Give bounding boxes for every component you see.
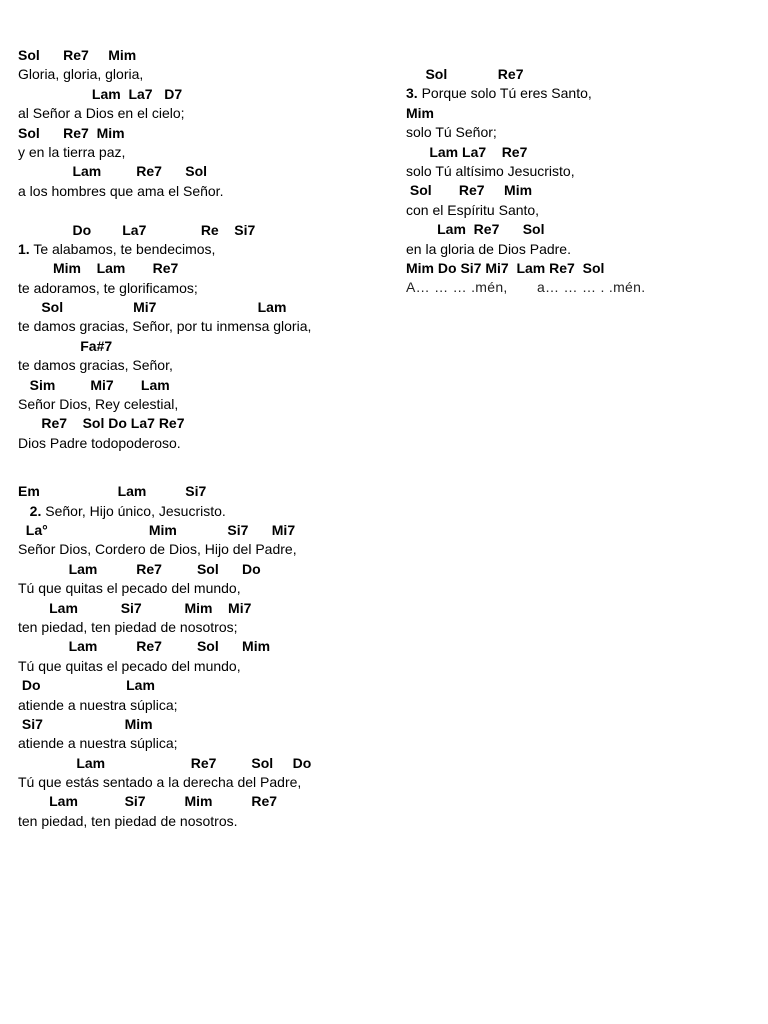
lyric-line (18, 502, 388, 521)
lyric-line: Tú que quitas el pecado del mundo, (18, 580, 241, 597)
verse-number: 1. (18, 240, 30, 257)
chord-line: Lam Si7 Mim Mi7 (18, 599, 252, 616)
chord-line: Lam Re7 Sol (406, 221, 545, 238)
lyric-line: y en la tierra paz, (18, 143, 126, 160)
chord-line: Sim Mi7 Lam (18, 376, 170, 393)
chord-line: Lam Re7 Sol Do (18, 754, 312, 771)
chord-line: Em Lam Si7 (18, 483, 207, 500)
lyric-line: te damos gracias, Señor, (18, 357, 173, 374)
chord-line: Mim Do Si7 Mi7 Lam Re7 Sol (406, 259, 605, 276)
lyric-line: Tú que quitas el pecado del mundo, (18, 657, 241, 674)
chord-line: Si7 Mim (18, 715, 153, 732)
verse-number: 2. (18, 502, 42, 519)
chord-line: Sol Re7 Mim (18, 124, 125, 141)
chord-line: Re7 Sol Do La7 Re7 (18, 415, 185, 432)
chord-line: Lam La7 Re7 (406, 143, 528, 160)
chord-line: Lam La7 D7 (18, 85, 183, 102)
lyric-text: Te alabamos, te bendecimos, (29, 240, 216, 257)
lyric-line: con el Espíritu Santo, (406, 201, 540, 218)
lyric-line: solo Tú altísimo Jesucristo, (406, 162, 575, 179)
lyric-line: te damos gracias, Señor, por tu inmensa gloria, (18, 318, 312, 335)
chord-line: Sol Re7 Mim (18, 47, 137, 63)
chord-line: Mim (406, 104, 434, 121)
right-column (406, 65, 756, 298)
lyric-line: ten piedad, ten piedad de nosotros; (18, 618, 238, 635)
lyric-line (406, 84, 756, 103)
lyric-line: Señor Dios, Rey celestial, (18, 396, 179, 413)
lyric-text: Porque solo Tú eres Santo, (417, 85, 592, 102)
chord-line: Sol Mi7 Lam (18, 299, 287, 316)
lyric-line: atiende a nuestra súplica; (18, 735, 178, 752)
chord-line: La° Mim Si7 Mi7 (18, 521, 296, 538)
left-column (18, 46, 388, 831)
chord-line: Lam Si7 Mim Re7 (18, 793, 278, 810)
lyric-line: ten piedad, ten piedad de nosotros. (18, 812, 238, 829)
chord-line: Sol Re7 Mim (406, 182, 533, 199)
chord-line: Lam Re7 Sol Do (18, 560, 261, 577)
lyric-line: solo Tú Señor; (406, 124, 497, 141)
lyric-line: a los hombres que ama el Señor. (18, 182, 224, 199)
chord-line: Lam Re7 Sol (18, 163, 208, 180)
stanza-gap (18, 201, 388, 220)
chord-line: Do Lam (18, 677, 155, 694)
lyric-line: Tú que estás sentado a la derecha del Padre, (18, 774, 302, 791)
lyric-line (18, 240, 388, 259)
chord-line: Lam Re7 Sol Mim (18, 638, 271, 655)
lyric-line: Gloria, gloria, gloria, (18, 66, 144, 83)
amen-line: A… … … .mén, a… … … . .mén. (406, 279, 646, 296)
lyric-line: te adoramos, te glorificamos; (18, 279, 198, 296)
chord-line: Do La7 Re Si7 (18, 221, 256, 238)
lyric-line: Dios Padre todopoderoso. (18, 434, 181, 451)
lyric-text: Señor, Hijo único, Jesucristo. (41, 502, 226, 519)
verse-number: 3. (406, 85, 418, 102)
chord-line: Fa#7 (18, 337, 113, 354)
lyric-line: al Señor a Dios en el cielo; (18, 105, 185, 122)
lyric-line: atiende a nuestra súplica; (18, 696, 178, 713)
lyric-line: Señor Dios, Cordero de Dios, Hijo del Padre, (18, 541, 297, 558)
chord-line: Sol Re7 (406, 66, 524, 82)
stanza-gap (18, 453, 388, 482)
chord-line: Mim Lam Re7 (18, 260, 179, 277)
lyric-line: en la gloria de Dios Padre. (406, 240, 571, 257)
